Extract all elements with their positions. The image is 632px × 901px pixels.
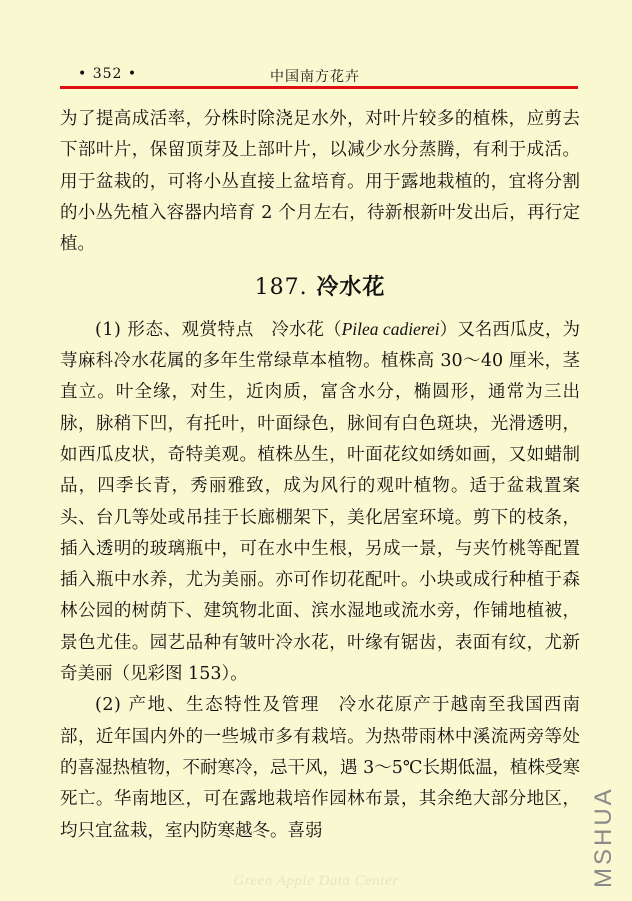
page-header [60,64,578,86]
continued-paragraph: 为了提高成活率，分株时除浇足水外，对叶片较多的植株，应剪去下部叶片，保留顶芽及上部叶片，以减少水分蒸腾，有利于成活。用于盆栽的，可将小丛直接上盆培育。用于露地栽植的，宜将分割的小丛先植入容器内培育 2 个月左右，待新根新叶发出后，再行定植。 [60,109,580,255]
running-title: 中国南方花卉 [270,69,360,85]
watermark-text: Green Apple Data Center [233,873,399,889]
paragraph-morphology [60,314,580,691]
paragraph-ecology [60,690,580,846]
section-title: 冷水花 [316,274,386,301]
page-body [60,104,580,847]
paragraph-text: 冷水花原产于越南至我国西南部，近年国内外的一些城市多有栽培。为热带雨林中溪流两旁等处的喜湿热植物，不耐寒冷，忌干风，遇 3～5℃长期低温，植株受寒死亡。华南地区，可在露地栽培作园林布景，其余绝大部分地区，均只宜盆栽，室内防寒越冬。喜弱 [60,695,581,841]
latin-name: Pilea cadierei [341,318,440,339]
header-rule [60,86,578,89]
paragraph-text: 冷水花（ [271,319,342,340]
paragraph-text: ）又名西瓜皮，为荨麻科冷水花属的多年生常绿草本植物。植株高 30～40 厘米，茎直立。叶全缘，对生，近肉质，富含水分，椭圆形，通常为三出脉，脉稍下凹，有托叶，叶面绿色，脉间有白色斑块，光滑透明，如西瓜皮状，奇特美观。植株丛生，叶面花纹如绣如画，又如蜡制品，四季长青，秀丽雅致，成为风行的观叶植物。适于盆栽置案头、台几等处或吊挂于长廊棚架下，美化居室环境。剪下的枝条，插入透明的玻璃瓶中，可在水中生根，另成一景，与夹竹桃等配置插入瓶中水养，尤为美丽。亦可作切花配叶。小块或成行种植于森林公园的树荫下、建筑物北面、滨水湿地或流水旁，作铺地植被，景色尤佳。园艺品种有皱叶冷水花，叶缘有锯齿，表面有纹，尤新奇美丽（见彩图 153）。 [60,319,581,685]
page-number: • 352 • [78,66,138,82]
paragraph-lead: (1) 形态、观赏特点 [95,319,254,340]
section-number: 187. [254,275,308,301]
paragraph-lead: (2) 产地、生态特性及管理 [95,695,321,716]
section-heading [60,272,580,303]
side-watermark: MSHUA [590,786,617,888]
